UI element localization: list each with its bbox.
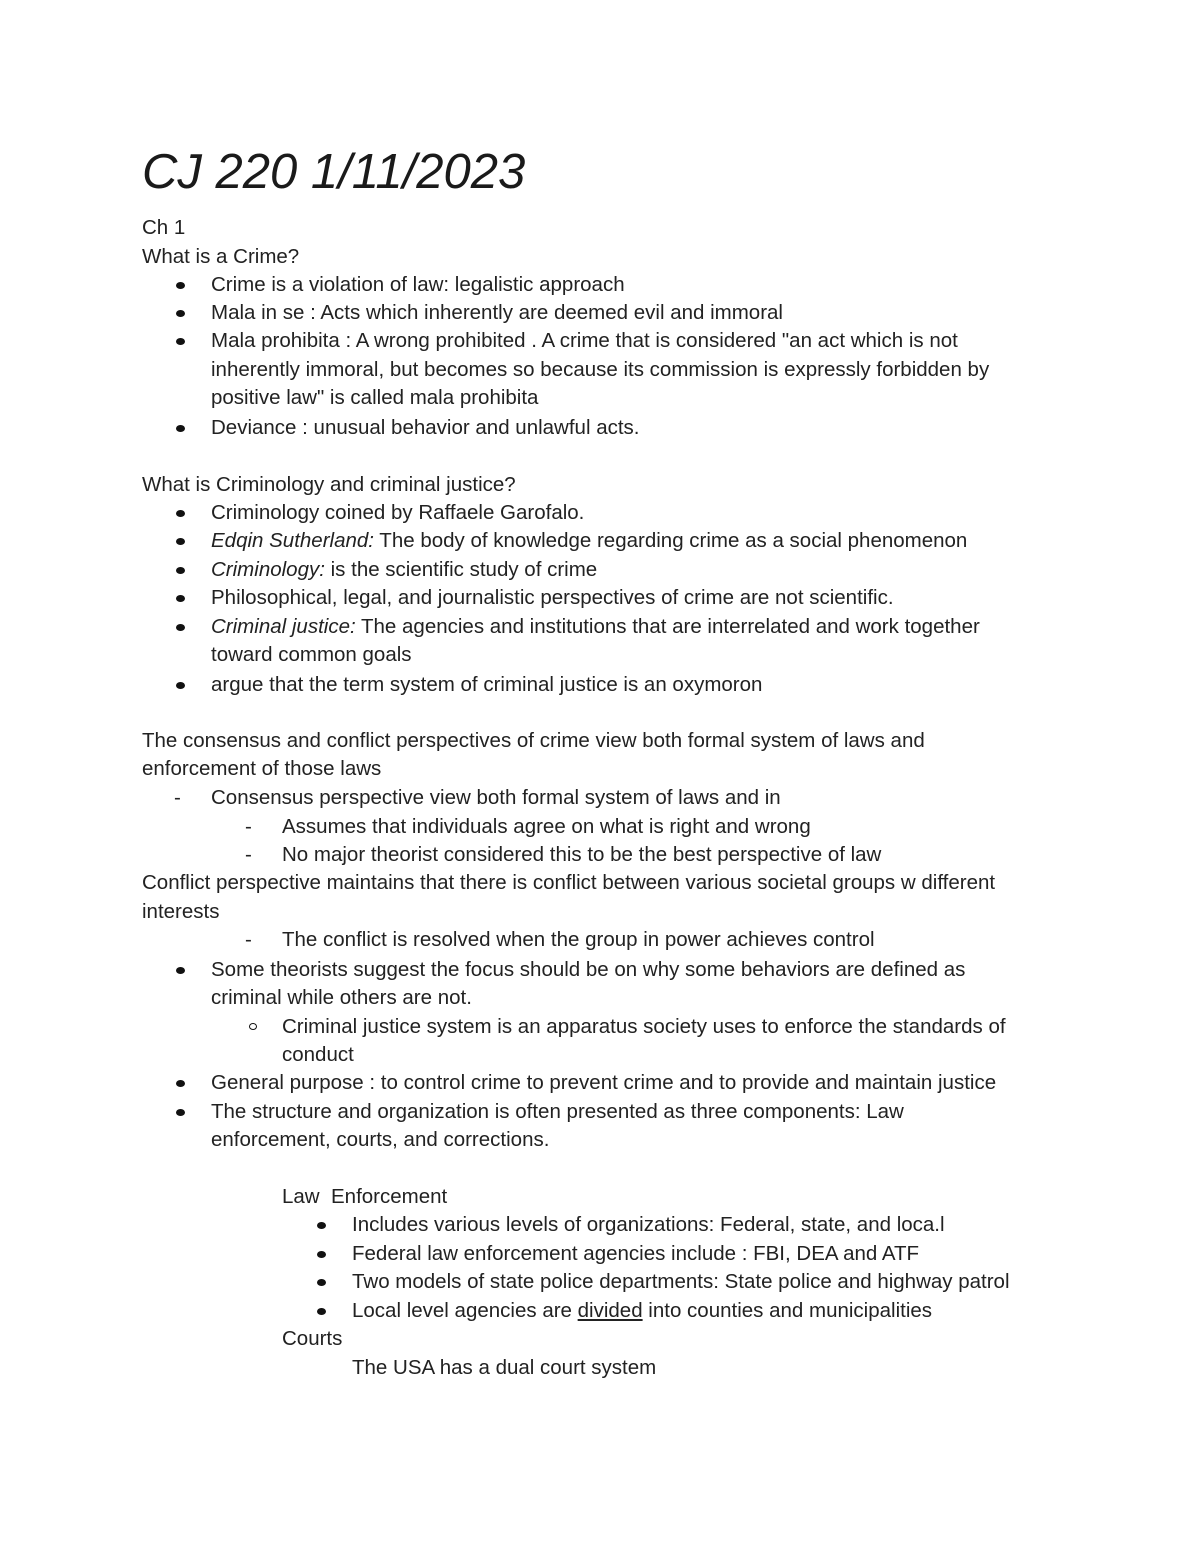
- bullet-icon: [317, 1251, 326, 1258]
- dash-marker: -: [245, 928, 252, 951]
- list-item: [352, 1297, 932, 1326]
- list-item: argue that the term system of criminal justice is an oxymoron: [211, 673, 763, 696]
- term: Edqin Sutherland:: [211, 529, 374, 552]
- list-item: Criminal justice system is an apparatus society uses to enforce the standards of: [282, 1015, 1006, 1038]
- paragraph: The consensus and conflict perspectives of crime view both formal system of laws and: [142, 729, 925, 752]
- bullet-icon: [176, 595, 185, 602]
- list-item-continuation: toward common goals: [211, 643, 412, 666]
- term: Criminal justice:: [211, 615, 356, 638]
- bullet-icon: [317, 1308, 326, 1315]
- bullet-icon: [176, 1080, 185, 1087]
- list-item: Mala in se : Acts which inherently are deemed evil and immoral: [211, 301, 783, 324]
- chapter-label: Ch 1: [142, 216, 186, 239]
- list-item: Crime is a violation of law: legalistic approach: [211, 273, 625, 296]
- dash-marker: -: [174, 786, 181, 809]
- paragraph-continuation: interests: [142, 900, 220, 923]
- bullet-icon: [176, 338, 185, 345]
- bullet-icon: [176, 624, 185, 631]
- list-item-continuation: criminal while others are not.: [211, 986, 472, 1009]
- list-item: Philosophical, legal, and journalistic perspectives of crime are not scientific.: [211, 586, 894, 609]
- text-segment: Local level agencies are: [352, 1299, 578, 1322]
- list-item: Deviance : unusual behavior and unlawful acts.: [211, 416, 640, 439]
- subsection-heading-courts: Courts: [282, 1327, 343, 1350]
- bullet-icon: [176, 538, 185, 545]
- list-item: Assumes that individuals agree on what is right and wrong: [282, 815, 811, 838]
- list-item-continuation: inherently immoral, but becomes so because its commission is expressly forbidden by: [211, 358, 990, 381]
- list-item: Two models of state police departments: State police and highway patrol: [352, 1270, 1010, 1293]
- list-item: [211, 613, 980, 642]
- bullet-icon: [176, 567, 185, 574]
- list-item: Includes various levels of organizations: Federal, state, and loca.l: [352, 1213, 945, 1236]
- list-item: Federal law enforcement agencies include : FBI, DEA and ATF: [352, 1242, 920, 1265]
- bullet-icon: [176, 510, 185, 517]
- list-item: [211, 556, 597, 585]
- list-item: The conflict is resolved when the group in power achieves control: [282, 928, 875, 951]
- paragraph: The USA has a dual court system: [352, 1356, 657, 1379]
- paragraph-continuation: enforcement of those laws: [142, 757, 382, 780]
- list-item: Some theorists suggest the focus should be on why some behaviors are defined as: [211, 958, 966, 981]
- dash-marker: -: [245, 815, 252, 838]
- list-item: [211, 527, 967, 556]
- page-title: CJ 220 1/11/2023: [142, 145, 526, 199]
- term: Criminology:: [211, 558, 325, 581]
- paragraph: Conflict perspective maintains that there is conflict between various societal groups w different: [142, 871, 996, 894]
- definition: is the scientific study of crime: [324, 558, 598, 581]
- definition: The agencies and institutions that are interrelated and work together: [355, 615, 980, 638]
- list-item: No major theorist considered this to be the best perspective of law: [282, 843, 882, 866]
- bullet-icon: [176, 310, 185, 317]
- dash-marker: -: [245, 843, 252, 866]
- circle-bullet-icon: [249, 1023, 257, 1030]
- list-item: Consensus perspective view both formal system of laws and in: [211, 786, 781, 809]
- text-segment: into counties and municipalities: [642, 1299, 933, 1322]
- bullet-icon: [176, 282, 185, 289]
- list-item-continuation: positive law" is called mala prohibita: [211, 386, 539, 409]
- list-item: General purpose : to control crime to prevent crime and to provide and maintain justice: [211, 1071, 997, 1094]
- section-heading-crime: What is a Crime?: [142, 245, 300, 268]
- subsection-heading-law-enforcement: Law Enforcement: [282, 1185, 448, 1208]
- underlined-word: divided: [577, 1299, 643, 1322]
- bullet-icon: [176, 682, 185, 689]
- list-item: The structure and organization is often presented as three components: Law: [211, 1100, 904, 1123]
- section-heading-criminology: What is Criminology and criminal justice?: [142, 473, 516, 496]
- list-item: Criminology coined by Raffaele Garofalo.: [211, 501, 585, 524]
- list-item: Mala prohibita : A wrong prohibited . A crime that is considered "an act which is not: [211, 329, 958, 352]
- bullet-icon: [317, 1279, 326, 1286]
- bullet-icon: [176, 1109, 185, 1116]
- list-item-continuation: enforcement, courts, and corrections.: [211, 1128, 550, 1151]
- bullet-icon: [176, 967, 185, 974]
- bullet-icon: [176, 425, 185, 432]
- bullet-icon: [317, 1222, 326, 1229]
- list-item-continuation: conduct: [282, 1043, 354, 1066]
- definition: The body of knowledge regarding crime as a social phenomenon: [373, 529, 968, 552]
